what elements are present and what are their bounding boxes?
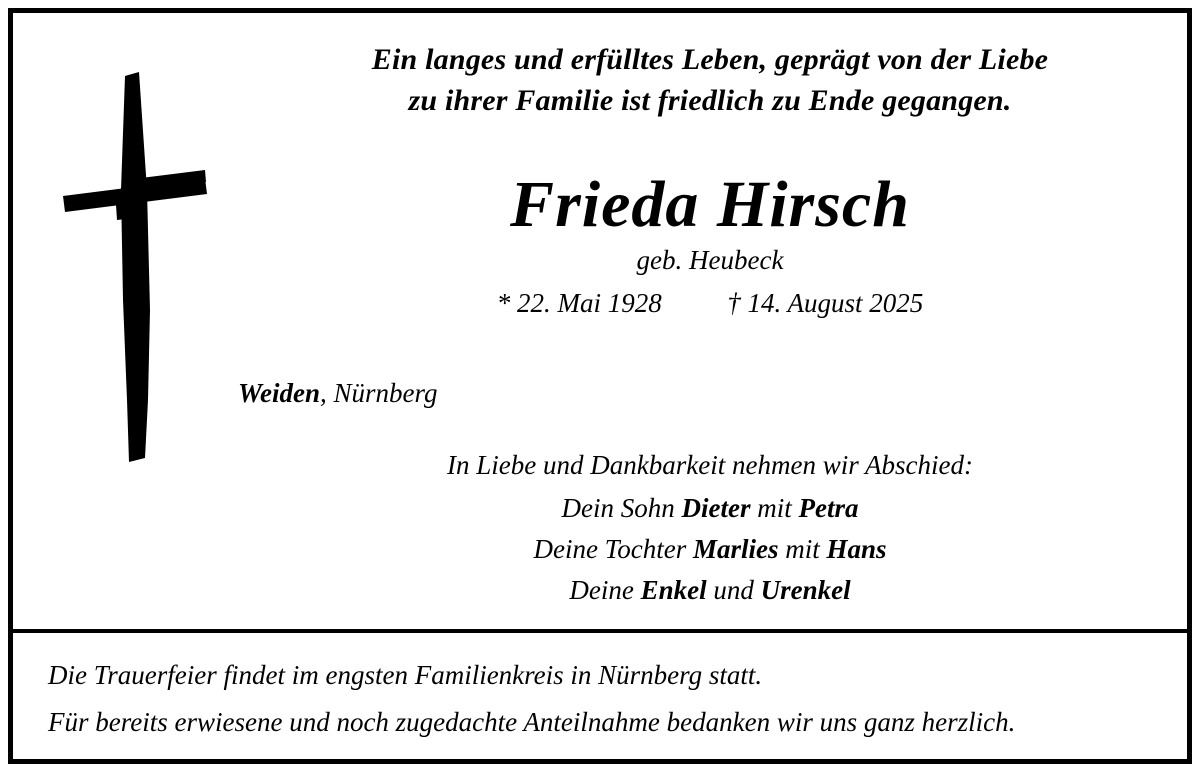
birth-date: * 22. Mai 1928 [496,288,662,319]
family-line-mid: mit [750,492,799,523]
family-block [250,445,1170,609]
place-separator: , [320,378,334,408]
place-primary: Weiden [238,378,320,408]
family-member-name: Enkel [640,575,707,606]
family-member-name: Petra [798,492,859,523]
family-line-mid: mit [778,533,827,564]
family-member-name: Hans [826,533,887,564]
footer-line-2: Für bereits erwiesene und noch zugedachte Anteilnahme bedanken wir uns ganz herzlich. [48,707,1016,738]
family-line [250,571,1170,609]
family-line-prefix: Deine [569,575,641,606]
family-intro: In Liebe und Dankbarkeit nehmen wir Abschied: [447,450,973,480]
family-member-name: Urenkel [760,575,851,606]
cross-icon [55,70,240,470]
life-dates [250,288,1170,319]
footer-line-1: Die Trauerfeier findet im engsten Familienkreis in Nürnberg statt. [48,660,763,690]
family-line [250,530,1170,568]
maiden-name: geb. Heubeck [636,245,784,276]
places-line [238,378,438,409]
footer-divider [13,629,1187,633]
header-verse [250,40,1170,121]
header-verse-line-1: Ein langes und erfülltes Leben, geprägt von der Liebe [371,43,1049,76]
header-verse-line-2: zu ihrer Familie ist friedlich zu Ende gegangen. [408,83,1012,117]
place-secondary: Nürnberg [333,378,438,408]
family-line-prefix: Deine Tochter [533,533,693,564]
family-line-prefix: Dein Sohn [561,492,682,523]
family-line [250,489,1170,527]
name-block [250,170,1170,319]
family-line-mid: und [706,575,761,606]
death-date: † 14. August 2025 [727,288,924,319]
footer-block [48,652,1158,747]
deceased-name: Frieda Hirsch [510,168,910,241]
family-member-name: Dieter [681,492,751,523]
family-member-name: Marlies [692,533,779,564]
